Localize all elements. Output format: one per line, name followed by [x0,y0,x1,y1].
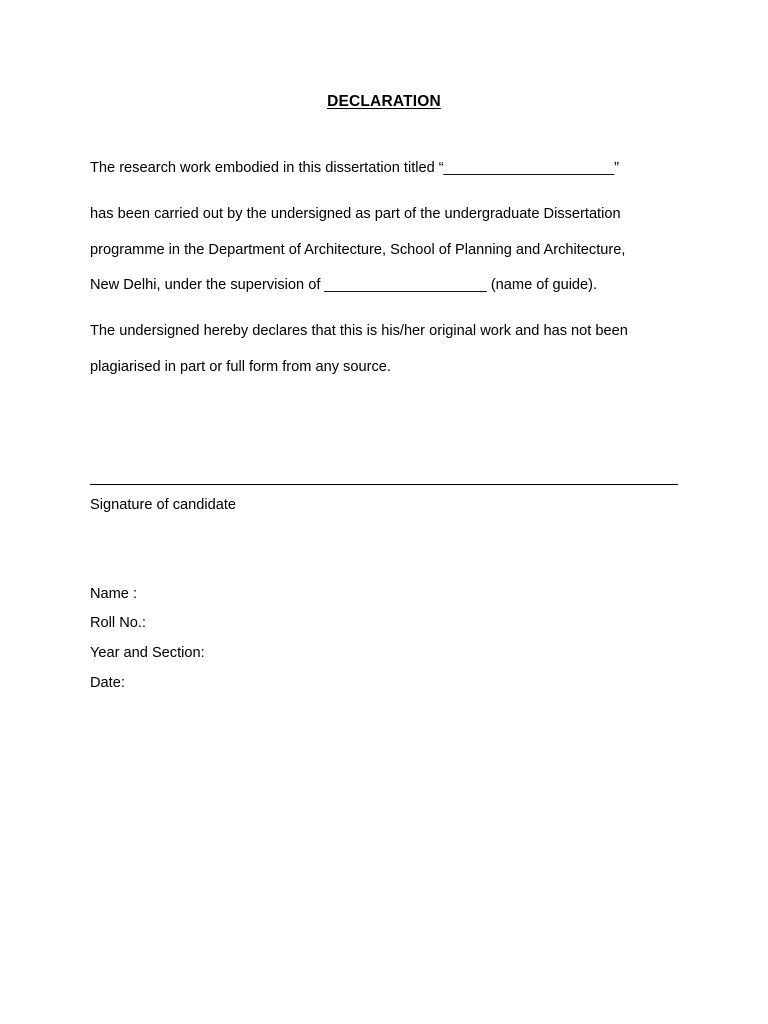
paragraph-1-line-2: has been carried out by the undersigned as part of the undergraduate Dissertation [90,206,621,222]
paragraph-1-line-3: programme in the Department of Architecture, School of Planning and Architecture, [90,242,626,258]
paragraph-2-line-2: plagiarised in part or full form from any source. [90,359,391,375]
year-section-field-label: Year and Section: [90,645,205,661]
roll-no-field-label: Roll No.: [90,615,146,631]
signature-line [90,484,678,485]
signature-label: Signature of candidate [90,497,237,513]
paragraph-2-line-1: The undersigned hereby declares that this is his/her original work and has not been [90,323,628,339]
name-field-label: Name : [90,586,138,602]
page-title: DECLARATION [327,93,441,110]
paragraph-1-line-1: The research work embodied in this dissertation titled “_____________________” [90,160,619,176]
date-field-label: Date: [90,675,125,691]
paragraph-1-line-4: New Delhi, under the supervision of ____________________ (name of guide). [90,277,598,293]
